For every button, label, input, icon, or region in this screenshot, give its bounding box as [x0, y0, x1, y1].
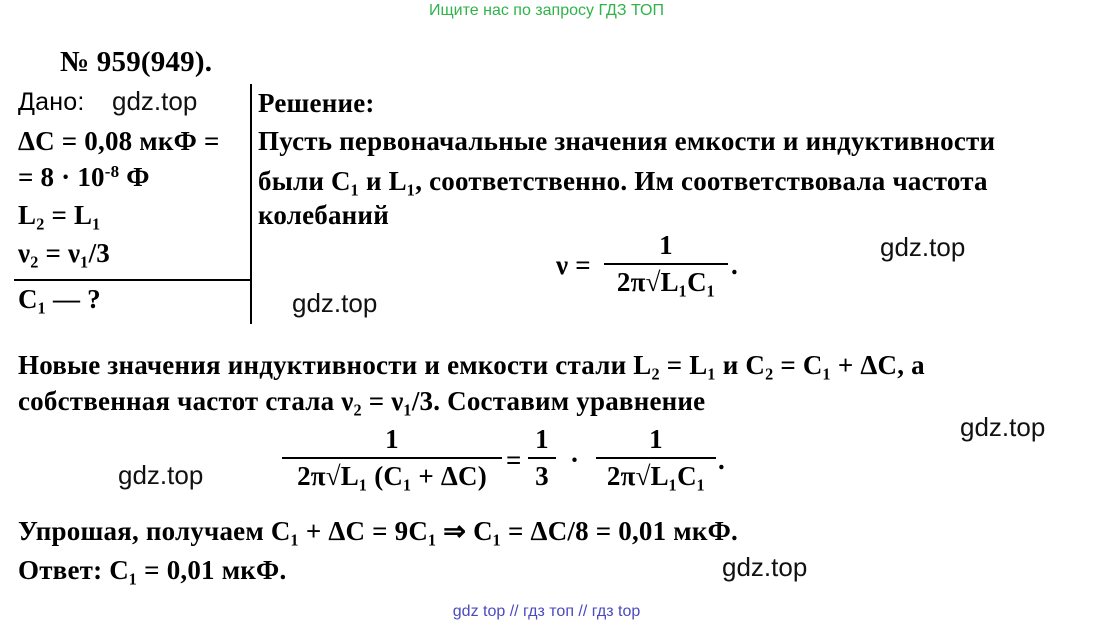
solution-p1-l3: колебаний [258, 200, 389, 230]
bottom-banner: gdz top // гдз топ // гдз top [452, 603, 641, 620]
formula1-lhs: ν = [556, 250, 591, 280]
formula1-numerator: 1 [659, 230, 673, 260]
eq-end: . [718, 445, 725, 475]
eq-right-bar [596, 457, 716, 459]
given-line-4: ν₂ = ν₁/3 [18, 238, 111, 268]
solution-p2-l2: собственная частот стала ν₂ = ν₁/3. Составим уравнение [18, 386, 706, 416]
watermark-5: gdz.top [118, 460, 204, 490]
solution-p1-l1: Пусть первоначальные значения емкости и индуктивности [258, 126, 996, 156]
eq-left-denominator: 2π√L₁ (C₁ + ΔC) [297, 461, 487, 491]
watermark-6: gdz.top [722, 552, 808, 582]
solution-label: Решение: [258, 88, 375, 118]
eq-dot: · [570, 445, 580, 475]
eq-right-fraction [596, 424, 716, 492]
formula1-fraction [604, 230, 728, 298]
solution-p2-l1: Новые значения индуктивности и емкости стали L₂ = L₁ и C₂ = C₁ + ΔC, а [18, 350, 925, 380]
eq-right-numerator: 1 [649, 424, 663, 454]
formula1-denominator: 2π√L₁C₁ [616, 267, 716, 297]
solution-p1-l2: были C₁ и L₁, соответственно. Им соответствовала частота [258, 166, 988, 196]
eq-left-fraction [282, 424, 502, 492]
given-find: C₁ — ? [18, 284, 101, 314]
eq-left-numerator: 1 [385, 424, 399, 454]
given-line-3: L₂ = L₁ [18, 200, 101, 230]
formula1-end: . [731, 250, 738, 280]
watermark-4: gdz.top [960, 412, 1046, 442]
eq-equals: = [506, 445, 522, 475]
eq-third-fraction [528, 424, 556, 492]
formula1-bar [604, 263, 728, 265]
eq-third-numerator: 1 [535, 424, 549, 454]
eq-third-bar [528, 457, 556, 459]
top-banner: Ищите нас по запросу ГДЗ ТОП [429, 2, 664, 19]
eq-third-denominator: 3 [535, 461, 549, 491]
solution-answer: Ответ: C₁ = 0,01 мкФ. [18, 555, 287, 585]
eq-left-bar [282, 457, 502, 459]
given-separator [250, 84, 252, 324]
watermark-1: gdz.top [112, 86, 198, 116]
given-label: Дано: [18, 88, 85, 116]
eq-right-denominator: 2π√L₁C₁ [606, 461, 706, 491]
watermark-2: gdz.top [292, 288, 378, 318]
problem-number: № 959(949). [60, 46, 213, 78]
watermark-3: gdz.top [880, 232, 966, 262]
given-line-2: = $8 \cdot 10^{-8}$ Ф [18, 162, 150, 192]
given-divider [14, 279, 250, 281]
solution-simplify: Упрошая, получаем C₁ + ΔC = 9C₁ ⇒ C₁ = ΔC/8 = 0,01 мкФ. [18, 516, 738, 546]
given-line-1: ΔC = 0,08 мкФ = [18, 126, 220, 156]
